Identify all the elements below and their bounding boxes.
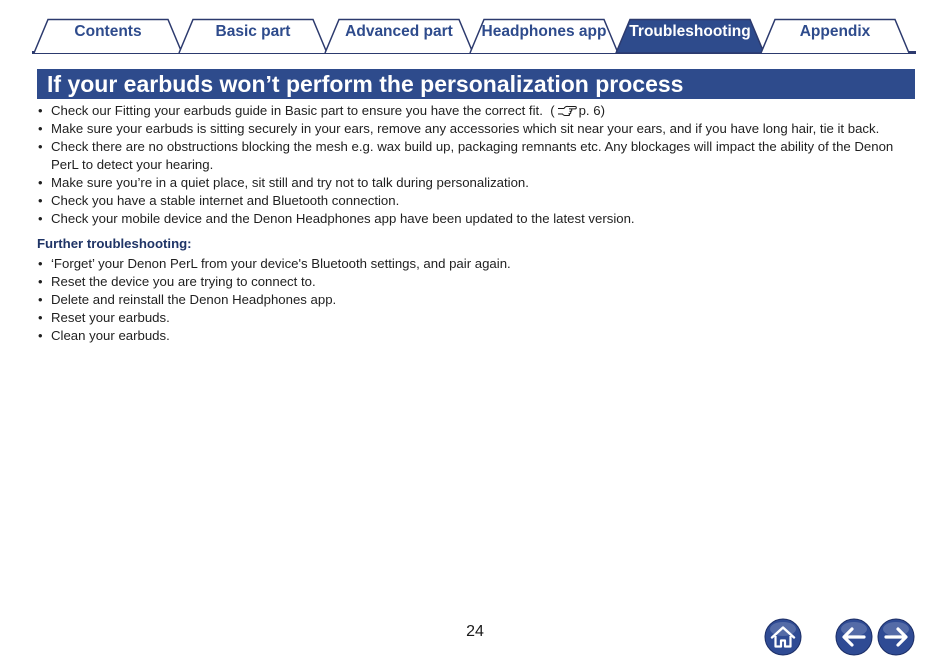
- list-item: • Check your mobile device and the Denon Headphones app have been updated to the latest version.: [37, 210, 912, 228]
- arrow-right-icon: [877, 618, 915, 656]
- page-reference-link[interactable]: [550, 103, 605, 118]
- list-item: • Make sure your earbuds is sitting securely in your ears, remove any accessories which sit near your ears, and if you have long hair, tie it back.: [37, 120, 912, 138]
- pointing-hand-icon: [557, 105, 577, 116]
- list-item: • Check you have a stable internet and Bluetooth connection.: [37, 192, 912, 210]
- list-item: • Clean your earbuds.: [37, 327, 912, 345]
- list-item: • Check there are no obstructions blocking the mesh e.g. wax build up, packaging remnants etc. Any blockages will impact the ability of the Denon PerL to detect your hearing.: [37, 138, 912, 174]
- tab-basic-part[interactable]: [178, 18, 328, 54]
- tab-headphones-app[interactable]: [469, 18, 619, 54]
- list-item: • Reset the device you are trying to connect to.: [37, 273, 912, 291]
- next-page-button[interactable]: [877, 618, 915, 656]
- list-item: [37, 102, 912, 120]
- tab-label: Contents: [74, 23, 142, 40]
- home-icon: [764, 618, 802, 656]
- tab-advanced-part[interactable]: [324, 18, 474, 54]
- further-troubleshooting-heading: Further troubleshooting:: [37, 236, 192, 251]
- tab-label: Headphones app: [481, 23, 607, 40]
- main-content: [37, 102, 912, 345]
- list-item: • ‘Forget’ your Denon PerL from your device's Bluetooth settings, and pair again.: [37, 255, 912, 273]
- further-list: [37, 255, 912, 345]
- reference-open-paren: (: [550, 103, 555, 118]
- check-list: [37, 102, 912, 228]
- page-number: 24: [466, 623, 484, 640]
- list-item-text: Check our Fitting your earbuds guide in Basic part to ensure you have the correct fit.: [51, 103, 543, 118]
- tab-bar: [0, 0, 950, 56]
- reference-page: p. 6): [578, 103, 605, 118]
- list-item: • Make sure you’re in a quiet place, sit still and try not to talk during personalization.: [37, 174, 912, 192]
- home-button[interactable]: [764, 618, 802, 656]
- tab-label: Appendix: [799, 23, 871, 40]
- list-item: • Reset your earbuds.: [37, 309, 912, 327]
- previous-page-button[interactable]: [835, 618, 873, 656]
- tab-appendix[interactable]: [760, 18, 910, 54]
- arrow-left-icon: [835, 618, 873, 656]
- tab-label: Advanced part: [345, 23, 453, 40]
- tab-contents[interactable]: [33, 18, 183, 54]
- tab-label: Basic part: [215, 23, 291, 40]
- tab-troubleshooting[interactable]: [615, 18, 765, 54]
- section-title: If your earbuds won’t perform the personalization process: [37, 69, 915, 99]
- list-item: • Delete and reinstall the Denon Headphones app.: [37, 291, 912, 309]
- tab-label: Troubleshooting: [629, 23, 751, 40]
